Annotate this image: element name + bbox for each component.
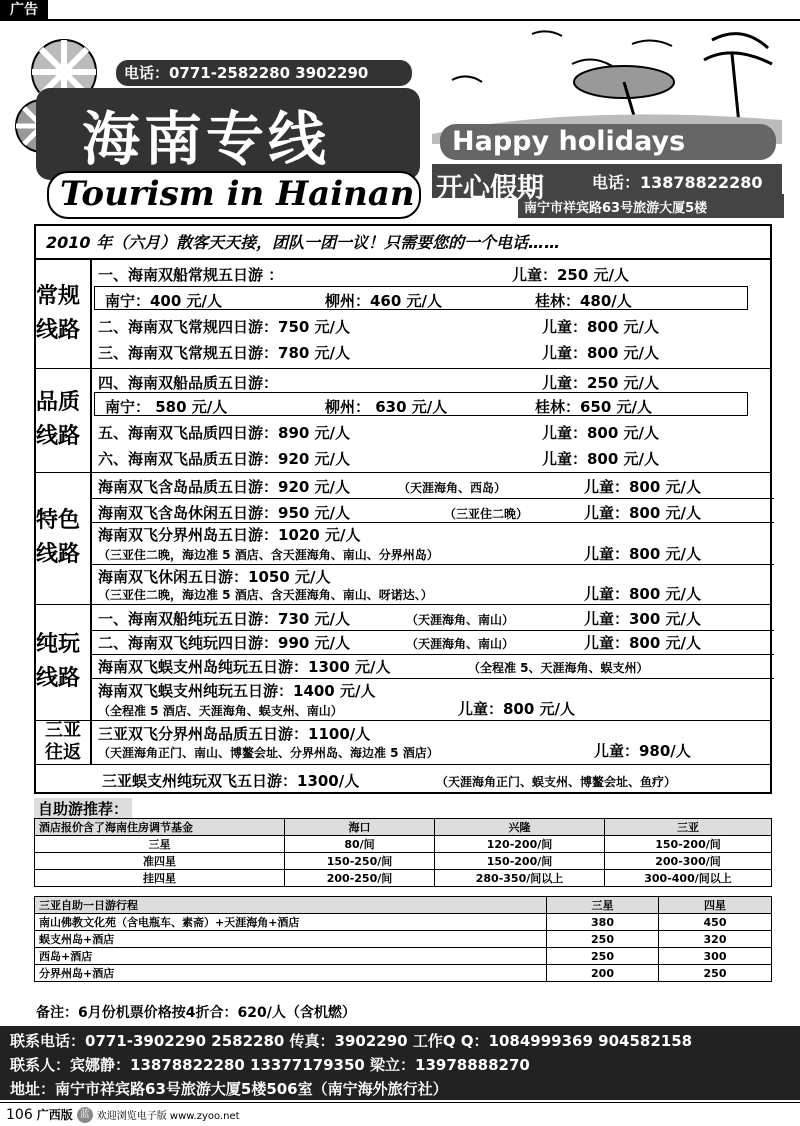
table-row <box>35 965 772 982</box>
banner <box>12 24 788 220</box>
route-regular-2: 二、海南双飞常规四日游：750 元/人 <box>98 318 351 336</box>
edition-label: 广西版 <box>36 1108 73 1122</box>
route-quality-1-child: 儿童：250 元/人 <box>542 374 660 392</box>
header-cell: 四星 <box>659 897 772 914</box>
table-cell: 380 <box>547 914 659 931</box>
city-prices-1 <box>94 286 748 310</box>
divider <box>36 368 770 369</box>
route-regular-1: 一、海南双船常规五日游 ： <box>98 266 284 284</box>
table-row <box>35 836 772 853</box>
site-logo-icon: 蓝 <box>77 1107 93 1123</box>
route-regular-3: 三、海南双飞常规五日游：780 元/人 <box>98 344 351 362</box>
price-liuzhou: 柳州： 630 元/人 <box>325 398 448 416</box>
route-regular-1-child: 儿童：250 元/人 <box>512 266 630 284</box>
table-row <box>35 914 772 931</box>
price-liuzhou: 柳州：460 元/人 <box>325 292 443 310</box>
route-sanya-1-note: （天涯海角正门、南山、博鳌会址、分界州岛、海边准 5 酒店） <box>98 746 439 760</box>
route-quality-3: 六、海南双飞品质五日游：920 元/人 <box>98 450 351 468</box>
table-cell: 250 <box>547 948 659 965</box>
category-sanya: 三亚往返 <box>36 720 92 764</box>
route-sanya-1-child: 儿童：980/人 <box>594 742 691 760</box>
route-pure-1: 一、海南双船纯玩五日游：730 元/人 <box>98 610 351 628</box>
route-special-2-note: （三亚住二晚） <box>444 507 529 521</box>
route-regular-2-child: 儿童：800 元/人 <box>542 318 660 336</box>
route-sanya-2-note: （天涯海角正门、蜈支州、博鳌会址、鱼疗） <box>436 775 677 789</box>
happy-holidays: Happy holidays <box>452 126 686 157</box>
divider <box>92 630 774 631</box>
route-special-4-note: （三亚住二晚，海边准 5 酒店、含天涯海角、南山、呀诺达、） <box>98 588 433 602</box>
divider <box>92 564 774 565</box>
table-cell: 150-250/间 <box>285 853 435 870</box>
route-special-3-note: （三亚住二晚，海边准 5 酒店、含天涯海角、南山、分界州岛） <box>98 548 439 562</box>
banner-title-en: Tourism in Hainan <box>60 174 415 214</box>
brand-phone: 电话：13878822280 <box>592 173 763 192</box>
header-cell: 三亚自助一日游行程 <box>35 897 547 914</box>
route-special-3: 海南双飞分界州岛五日游：1020 元/人 <box>98 526 361 544</box>
table-cell: 准四星 <box>35 853 285 870</box>
table-cell: 250 <box>659 965 772 982</box>
table-cell: 三星 <box>35 836 285 853</box>
site-url: 欢迎浏览电子版 www.zyoo.net <box>96 1111 240 1122</box>
table-cell: 280-350/间以上 <box>435 870 605 887</box>
route-special-3-child: 儿童：800 元/人 <box>584 545 702 563</box>
route-pure-3-note: （全程准 5、天涯海角、蜈支州） <box>468 661 649 675</box>
route-pure-4-note: （全程准 5 酒店、天涯海角、蜈支州、南山） <box>98 704 343 718</box>
table-cell: 分界州岛+酒店 <box>35 965 547 982</box>
selfguided-title: 自助游推荐： <box>34 798 132 819</box>
route-pure-4-child: 儿童：800 元/人 <box>458 700 576 718</box>
table-cell: 南山佛教文化苑（含电瓶车、素斋）+天涯海角+酒店 <box>35 914 547 931</box>
city-prices-2 <box>94 392 748 416</box>
route-regular-3-child: 儿童：800 元/人 <box>542 344 660 362</box>
route-pure-2-child: 儿童：800 元/人 <box>584 634 702 652</box>
route-sanya-2: 三亚蜈支州纯玩双飞五日游：1300/人 <box>102 772 360 790</box>
contact-phones: 联系电话：0771-3902290 2582280 传真：3902290 工作Q Q：1084999369 904582158 <box>10 1032 693 1050</box>
route-quality-3-child: 儿童：800 元/人 <box>542 450 660 468</box>
contact-footer <box>0 1026 800 1100</box>
table-cell: 300 <box>659 948 772 965</box>
ad-tag: 广告 <box>0 0 48 20</box>
route-special-4-child: 儿童：800 元/人 <box>584 585 702 603</box>
price-nanning: 南宁：400 元/人 <box>105 292 223 310</box>
table-cell: 挂四星 <box>35 870 285 887</box>
table-header-row <box>35 897 772 914</box>
route-quality-1: 四、海南双船品质五日游： <box>98 374 279 392</box>
route-special-1: 海南双飞含岛品质五日游：920 元/人 <box>98 478 351 496</box>
route-special-2-child: 儿童：800 元/人 <box>584 504 702 522</box>
page-footer <box>6 1106 240 1123</box>
table-cell: 150-200/间 <box>435 853 605 870</box>
route-special-2: 海南双飞含岛休闲五日游：950 元/人 <box>98 504 351 522</box>
table-row <box>35 853 772 870</box>
divider <box>36 720 770 721</box>
table-cell: 320 <box>659 931 772 948</box>
divider <box>36 604 770 605</box>
selfguided-note: 备注：6月份机票价格按4折合：620/人（含机燃） <box>36 1005 356 1021</box>
route-sanya-1: 三亚双飞分界州岛品质五日游：1100/人 <box>98 725 371 743</box>
bottom-rule <box>0 1102 800 1103</box>
table-cell: 150-200/间 <box>605 836 772 853</box>
route-pure-1-note: （天涯海角、南山） <box>406 613 515 627</box>
page-number: 106 <box>6 1106 33 1123</box>
route-special-1-note: （天涯海角、西岛） <box>398 481 507 495</box>
divider <box>92 678 774 679</box>
category-pure: 纯玩线路 <box>36 604 92 720</box>
header-rule <box>0 19 800 21</box>
price-guilin: 桂林：480/人 <box>535 292 632 310</box>
price-nanning: 南宁： 580 元/人 <box>105 398 228 416</box>
contact-address: 地址：南宁市祥宾路63号旅游大厦5楼506室（南宁海外旅行社） <box>10 1080 448 1098</box>
banner-phone: 电话：0771-2582280 3902290 <box>124 64 369 82</box>
route-special-1-child: 儿童：800 元/人 <box>584 478 702 496</box>
table-row <box>35 948 772 965</box>
route-pure-2-note: （天涯海角、南山） <box>406 637 515 651</box>
route-quality-2: 五、海南双飞品质四日游：890 元/人 <box>98 424 351 442</box>
divider <box>92 654 774 655</box>
table-row <box>35 870 772 887</box>
route-pure-4: 海南双飞蜈支州纯玩五日游：1400 元/人 <box>98 682 376 700</box>
header-cell: 三星 <box>547 897 659 914</box>
category-regular: 常规线路 <box>36 260 92 368</box>
brand-address: 南宁市祥宾路63号旅游大厦5楼 <box>524 201 708 216</box>
route-special-4: 海南双飞休闲五日游：1050 元/人 <box>98 568 331 586</box>
route-pure-1-child: 儿童：300 元/人 <box>584 610 702 628</box>
header-cell: 酒店报价含了海南住房调节基金 <box>35 819 285 836</box>
brand-name: 开心假期 <box>436 173 544 204</box>
header-cell: 三亚 <box>605 819 772 836</box>
table-cell: 80/间 <box>285 836 435 853</box>
banner-title-cn: 海南专线 <box>82 105 331 173</box>
table-cell: 300-400/间以上 <box>605 870 772 887</box>
hotel-price-table <box>34 818 772 887</box>
route-pure-3: 海南双飞蜈支州岛纯玩五日游：1300 元/人 <box>98 658 391 676</box>
divider <box>36 764 770 765</box>
category-quality: 品质线路 <box>36 368 92 472</box>
table-cell: 200-300/间 <box>605 853 772 870</box>
price-guilin: 桂林：650 元/人 <box>535 398 653 416</box>
table-cell: 200 <box>547 965 659 982</box>
table-cell: 蜈支州岛+酒店 <box>35 931 547 948</box>
route-quality-2-child: 儿童：800 元/人 <box>542 424 660 442</box>
table-row <box>35 931 772 948</box>
header-cell: 兴隆 <box>435 819 605 836</box>
header-cell: 海口 <box>285 819 435 836</box>
table-cell: 450 <box>659 914 772 931</box>
divider <box>92 498 774 499</box>
table-cell: 250 <box>547 931 659 948</box>
divider <box>36 472 770 473</box>
table-header-row <box>35 819 772 836</box>
day-trip-table <box>34 896 772 982</box>
table-cell: 200-250/间 <box>285 870 435 887</box>
table-cell: 西岛+酒店 <box>35 948 547 965</box>
headline: 2010 年（六月）散客天天接，团队一团一议！只需要您的一个电话…… <box>46 233 561 252</box>
route-pure-2: 二、海南双飞纯玩四日游：990 元/人 <box>98 634 351 652</box>
category-special: 特色线路 <box>36 472 92 604</box>
divider <box>36 258 770 260</box>
table-cell: 120-200/间 <box>435 836 605 853</box>
divider <box>92 522 774 523</box>
price-list <box>34 224 772 794</box>
contact-persons: 联系人：宾娜静：13878822280 13377179350 梁立：13978888270 <box>10 1056 530 1074</box>
